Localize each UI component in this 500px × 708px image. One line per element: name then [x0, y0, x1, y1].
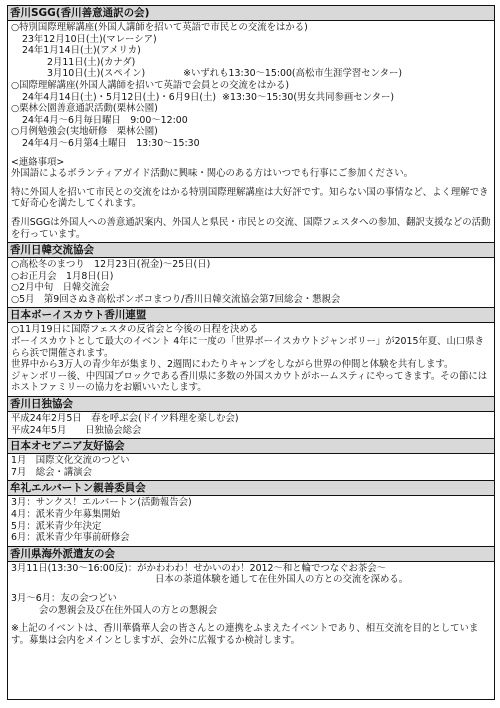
- section-sgg: [8, 6, 494, 243]
- paragraph: 香川SGGは外国人への善意通訳案内、外国人と県民・市民との交流、国際フェスタへの参加、翻訳支援などの活動を行っています。: [11, 216, 491, 240]
- section-header: 香川県海外派遣友の会: [8, 547, 494, 562]
- section-elberton: [8, 481, 494, 546]
- note-text: ※上記のイベントは、香川華僑華人会の皆さんとの連携をふまえたイベントであり、相互交流を目的としています。募集は会内をメインとしますが、会外に広報するか検討します。: [11, 623, 479, 646]
- list-item: 3月10日(土)(スペイン): [47, 68, 146, 80]
- section-header: 牟礼エルバートン親善委員会: [8, 481, 494, 496]
- section-korea: [8, 243, 494, 308]
- list-item: 2月11日(土)(カナダ): [47, 56, 136, 68]
- list-item: ○月例勉強会(実地研修 栗林公園): [11, 126, 158, 138]
- list-item: 24年4月～6月第4土曜日 13:30～15:30: [22, 137, 200, 149]
- paragraph: 特に外国人を招いて市民との交流をはかる特別国際理解講座は大好評です。知らない国の事情など、よく理解できて好奇心を満たしてくれます。: [11, 186, 489, 210]
- list-item: 5月：派米青少年決定: [11, 520, 102, 532]
- list-item: 23年12月10日(土)(マレーシア): [22, 33, 157, 45]
- section-header: 日本ボーイスカウト香川連盟: [8, 308, 494, 323]
- section-header: 日本オセアニア友好協会: [8, 439, 494, 454]
- event-title: 友の会つどい: [60, 592, 117, 604]
- paragraph: ボーイスカウトとして最大のイベント 4年に一度の「世界ボーイスカウトジャンボリー」が2015年夏、山口県きらら浜で開催されます。: [11, 336, 485, 359]
- event-description: 会の懇親会及び在住外国人の方との懇親会: [39, 604, 218, 616]
- paragraph: 世界中から3万人の青少年が集まり、2週間にわたりキャンプをしながら世界の仲間と体験を共有します。: [11, 359, 454, 371]
- event-title: がかわわわ！せかいのわ！2012～和と輪でつなぐお茶会～: [137, 562, 386, 574]
- list-item: 6月：派米青少年事前研修会: [11, 532, 130, 544]
- list-item: ○2月中旬 日韓交流会: [11, 282, 110, 294]
- list-item: ○11月19日に国際フェスタの反省会と今後の日程を決める: [11, 324, 259, 336]
- list-item: 24年4月～6月毎日曜日 9:00～12:00: [22, 114, 188, 126]
- list-item: ○高松冬のまつり 12月23日(祝金)～25日(日): [11, 259, 211, 271]
- event-description: 日本の茶道体験を通して在住外国人の方との交流を深める。: [155, 574, 409, 586]
- section-germany: [8, 397, 494, 439]
- list-item: ○国際理解講座(外国人講師を招いて英語で会員との交流をはかる): [11, 79, 289, 91]
- list-item: ○特別国際理解講座(外国人講師を招いて英語で市民との交流をはかる): [11, 22, 308, 33]
- note-text: ※13:30～15:30(男女共同参画センター): [222, 91, 395, 103]
- event-date: 3月11日(13:30～16:00反)：: [11, 562, 138, 574]
- section-boy-scout: [8, 308, 494, 397]
- list-item: 平成24年5月 日独協会総会: [11, 424, 142, 436]
- list-item: ○5月 第9回さぬき高松ボンボコまつり/香川日韓交流協会第7回総会・懇親会: [11, 293, 341, 305]
- event-row: [11, 593, 491, 605]
- paragraph: ジャンボリー後、中四国ブロックである香川県に多数の外国スカウトがホームスティにやってきます。その節にはホストファミリーの協力をお願いいたします。: [11, 370, 488, 394]
- note-text: ※いずれも13:30～15:00(高松市生涯学習センター): [183, 68, 402, 80]
- event-date: 3月～6月：: [11, 592, 61, 604]
- list-item-row: [11, 68, 491, 80]
- list-item: 3月：サンクス！エルバートン(活動報告会): [11, 497, 192, 509]
- list-item-row: [11, 92, 491, 104]
- list-item: 平成24年2月5日 春を呼ぶ会(ドイツ料理を楽しむ会): [11, 413, 239, 425]
- list-item: 24年4月14日(土)・5月12日(土)・6月9日(土): [22, 91, 217, 103]
- event-row: [11, 563, 491, 575]
- list-item: 24年1月14日(土)(アメリカ): [22, 45, 141, 57]
- section-header: 香川日独協会: [8, 397, 494, 412]
- section-overseas: [8, 547, 494, 649]
- list-item: ○お正月会 1月8日(日): [11, 270, 114, 282]
- paragraph: 外国語によるボランティアガイド活動に興味・関心のある方はいつでも行事にご参加ください。: [11, 168, 414, 180]
- list-item: 7月 総会・講演会: [11, 466, 92, 478]
- section-header: 香川日韓交流協会: [8, 243, 494, 258]
- list-item: 4月：派米青少年募集開始: [11, 509, 121, 520]
- list-item: 1月 国際文化交流のつどい: [11, 455, 130, 467]
- activity-schedule-document: [7, 5, 495, 700]
- contact-heading: <連絡事項>: [11, 156, 65, 168]
- section-header: 香川SGG(香川善意通訳の会): [8, 6, 494, 21]
- section-oceania: [8, 439, 494, 481]
- list-item: ○栗林公園善意通訳活動(栗林公園): [11, 103, 158, 115]
